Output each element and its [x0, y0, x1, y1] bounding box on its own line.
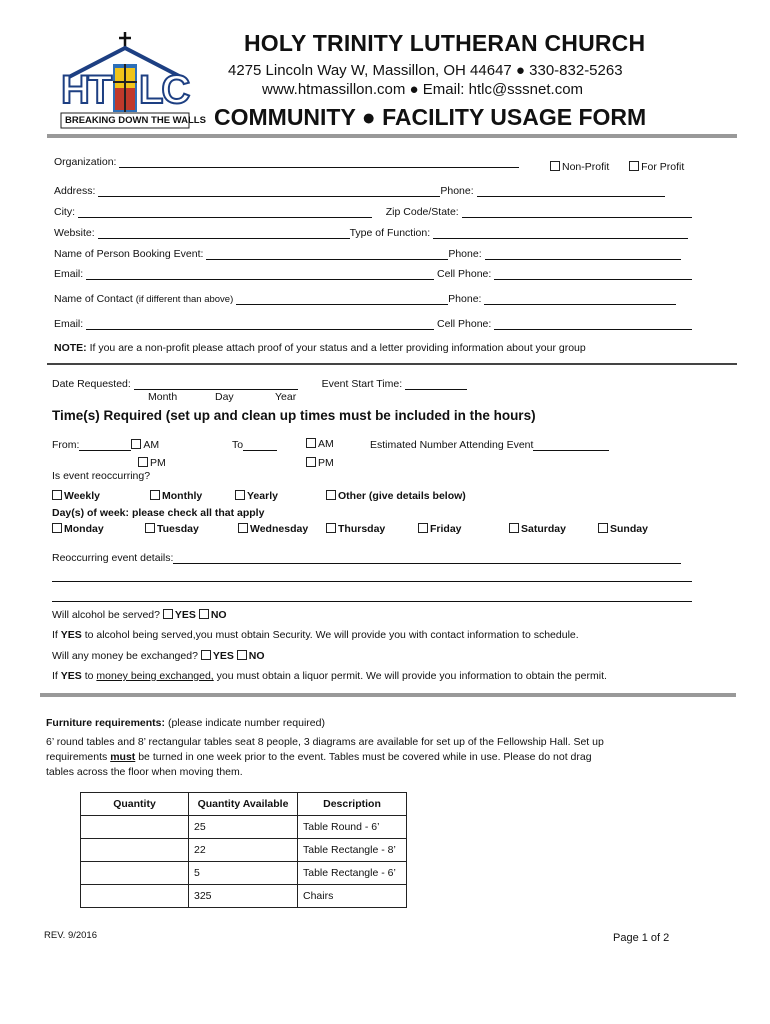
furniture-table	[80, 792, 407, 908]
other-label: Other (give details below)	[338, 490, 466, 502]
website-label: Website:	[54, 227, 95, 239]
tuesday-checkbox[interactable]	[145, 523, 155, 533]
weekly-option[interactable]	[52, 490, 100, 502]
cell-phone-input[interactable]	[494, 267, 692, 280]
non-profit-checkbox[interactable]	[550, 161, 560, 171]
section-divider-2	[40, 693, 736, 697]
monday-label: Monday	[64, 523, 104, 535]
estimated-row	[370, 438, 609, 451]
quantity-input[interactable]	[81, 862, 189, 885]
alcohol-yes-label: YES	[174, 609, 196, 621]
header-divider	[47, 134, 737, 138]
table-row	[81, 885, 407, 908]
form-title: COMMUNITY ● FACILITY USAGE FORM	[214, 104, 647, 130]
alcohol-instructions	[52, 629, 579, 641]
cell-phone2-input[interactable]	[494, 317, 692, 330]
furniture-must: must	[110, 751, 136, 763]
furniture-p2	[46, 751, 592, 763]
event-start-input[interactable]	[405, 377, 467, 390]
type-function-input[interactable]	[433, 226, 688, 239]
thursday-label: Thursday	[338, 523, 386, 535]
am2-label: AM	[318, 438, 334, 450]
money-yes-checkbox[interactable]	[201, 650, 211, 660]
pm-checkbox[interactable]	[138, 457, 148, 467]
phone-input[interactable]	[477, 184, 665, 197]
note-text: If you are a non-profit please attach proof of your status and a letter providing information about your group	[89, 342, 586, 354]
tuesday-label: Tuesday	[157, 523, 199, 535]
monthly-label: Monthly	[162, 490, 203, 502]
weekly-checkbox[interactable]	[52, 490, 62, 500]
saturday-checkbox[interactable]	[509, 523, 519, 533]
money-yes-label: YES	[212, 650, 234, 662]
money-row	[52, 650, 265, 662]
friday-label: Friday	[430, 523, 462, 535]
address-input[interactable]	[98, 184, 440, 197]
phone-label: Phone:	[440, 185, 474, 197]
estimated-label: Estimated Number Attending Event	[370, 439, 534, 451]
cell-phone-label: Cell Phone:	[437, 268, 492, 280]
description-cell: Table Round - 6’	[298, 816, 407, 839]
alcohol-row	[52, 609, 227, 621]
phone3-input[interactable]	[484, 292, 676, 305]
to-input[interactable]	[243, 438, 277, 451]
furniture-p1: 6’ round tables and 8’ rectangular tables seat 8 people, 3 diagrams are available for set up of the Fellowship Hall. Set up	[46, 736, 604, 748]
address-label: Address:	[54, 185, 96, 197]
money-to: to	[84, 670, 94, 682]
other-checkbox[interactable]	[326, 490, 336, 500]
other-option[interactable]	[326, 490, 466, 502]
money-no-checkbox[interactable]	[237, 650, 247, 660]
available-cell: 22	[189, 839, 298, 862]
col-quantity: Quantity	[81, 793, 189, 816]
person-booking-input[interactable]	[206, 247, 448, 260]
money-exchanged-underlined: money being exchanged,	[96, 670, 214, 682]
estimated-input[interactable]	[533, 438, 609, 451]
day-tuesday[interactable]	[145, 523, 199, 535]
alcohol-no-checkbox[interactable]	[199, 609, 209, 619]
contact-note: (if different than above)	[135, 294, 234, 305]
address-row	[54, 184, 665, 197]
monday-checkbox[interactable]	[52, 523, 62, 533]
page-number: Page 1 of 2	[613, 932, 670, 944]
wednesday-label: Wednesday	[250, 523, 309, 535]
from-row	[52, 438, 159, 451]
phone2-input[interactable]	[485, 247, 681, 260]
yearly-label: Yearly	[247, 490, 278, 502]
alcohol-if-text: to alcohol being served,you must obtain Security. We will provide you with contact information to schedule.	[84, 629, 579, 641]
logo-letters-left: HT	[61, 68, 111, 112]
date-row	[52, 377, 467, 390]
city-input[interactable]	[78, 205, 372, 218]
table-row	[81, 816, 407, 839]
day-monday[interactable]	[52, 523, 104, 535]
website-input[interactable]	[98, 226, 350, 239]
church-web-email: www.htmassillon.com ● Email: htlc@sssnet.com	[262, 81, 584, 98]
days-heading: Day(s) of week: please check all that apply	[52, 507, 265, 519]
quantity-input[interactable]	[81, 885, 189, 908]
email2-input[interactable]	[86, 317, 434, 330]
pm2-row	[306, 457, 334, 469]
col-description: Description	[298, 793, 407, 816]
to-row	[232, 438, 277, 451]
am2-row	[306, 438, 334, 450]
phone3-label: Phone:	[448, 293, 482, 305]
details-line-2[interactable]	[52, 581, 692, 582]
money-if-text: you must obtain a liquor permit. We will provide you information to obtain the permit.	[216, 670, 607, 682]
alcohol-no-label: NO	[210, 609, 227, 621]
email2-label: Email:	[54, 318, 84, 330]
day-sunday[interactable]	[598, 523, 648, 535]
city-row	[54, 205, 692, 218]
furniture-p2c: be turned in one week prior to the event. Tables must be covered while in use. Please do not drag	[138, 751, 592, 763]
section-divider-1	[47, 363, 737, 365]
pm2-checkbox[interactable]	[306, 457, 316, 467]
details-line-3[interactable]	[52, 601, 692, 602]
city-label: City:	[54, 206, 75, 218]
organization-input[interactable]	[119, 155, 519, 168]
email2-row	[54, 317, 692, 330]
pm2-label: PM	[318, 457, 334, 469]
money-no-label: NO	[248, 650, 265, 662]
email-input[interactable]	[86, 267, 434, 280]
contact-input[interactable]	[236, 292, 448, 305]
to-label: To	[232, 439, 244, 451]
from-label: From:	[52, 439, 80, 451]
available-cell: 25	[189, 816, 298, 839]
pm-label: PM	[150, 457, 166, 469]
furniture-heading: Furniture requirements:	[46, 717, 166, 729]
organization-row	[54, 155, 519, 168]
from-input[interactable]	[79, 438, 131, 451]
wednesday-checkbox[interactable]	[238, 523, 248, 533]
day-label: Day	[215, 391, 234, 403]
reoccurring-details-input[interactable]	[173, 551, 681, 564]
person-booking-label: Name of Person Booking Event:	[54, 248, 204, 260]
contact-label: Name of Contact	[54, 293, 133, 305]
for-profit-checkbox[interactable]	[629, 161, 639, 171]
monthly-option[interactable]	[150, 490, 202, 502]
sunday-checkbox[interactable]	[598, 523, 608, 533]
zip-label: Zip Code/State:	[385, 206, 459, 218]
money-question: Will any money be exchanged?	[52, 650, 198, 662]
description-cell: Chairs	[298, 885, 407, 908]
church-logo	[55, 30, 206, 130]
saturday-label: Saturday	[521, 523, 566, 535]
email-label: Email:	[54, 268, 84, 280]
cell-phone2-label: Cell Phone:	[437, 318, 492, 330]
month-label: Month	[148, 391, 178, 403]
money-instructions	[52, 670, 607, 682]
note-label: NOTE:	[54, 342, 87, 354]
day-friday[interactable]	[418, 523, 462, 535]
alcohol-yes-checkbox[interactable]	[163, 609, 173, 619]
table-row	[81, 839, 407, 862]
table-row	[81, 862, 407, 885]
profit-status	[550, 161, 684, 173]
alcohol-if: If	[52, 629, 58, 641]
booking-row	[54, 247, 681, 260]
alcohol-if-yes: YES	[60, 629, 82, 641]
reoccurring-details-label: Reoccurring event details:	[52, 552, 174, 564]
weekly-label: Weekly	[64, 490, 100, 502]
friday-checkbox[interactable]	[418, 523, 428, 533]
am-label: AM	[143, 439, 160, 451]
monthly-checkbox[interactable]	[150, 490, 160, 500]
note	[54, 342, 586, 354]
contact-row	[54, 292, 676, 305]
money-if-yes: YES	[60, 670, 82, 682]
available-cell: 325	[189, 885, 298, 908]
alcohol-question: Will alcohol be served?	[52, 609, 160, 621]
furniture-p3: tables across the floor when moving them.	[46, 766, 243, 778]
day-wednesday[interactable]	[238, 523, 308, 535]
church-address: 4275 Lincoln Way W, Massillon, OH 44647 ● 330-832-5263	[228, 62, 623, 79]
non-profit-label: Non-Profit	[562, 161, 610, 173]
reoccurring-question: Is event reoccurring?	[52, 470, 151, 482]
sunday-label: Sunday	[610, 523, 648, 535]
money-if: If	[52, 670, 58, 682]
thursday-checkbox[interactable]	[326, 523, 336, 533]
col-quantity-available: Quantity Available	[189, 793, 298, 816]
logo-tagline: BREAKING DOWN THE WALLS	[65, 115, 206, 126]
email-row	[54, 267, 692, 280]
for-profit-label: For Profit	[641, 161, 685, 173]
furniture-heading-row	[46, 717, 325, 729]
date-requested-label: Date Requested:	[52, 378, 131, 390]
yearly-option[interactable]	[235, 490, 278, 502]
zip-input[interactable]	[462, 205, 692, 218]
description-cell: Table Rectangle - 6’	[298, 862, 407, 885]
organization-label: Organization:	[54, 156, 117, 168]
reoccurring-details-row	[52, 551, 681, 564]
times-heading: Time(s) Required (set up and clean up times must be included in the hours)	[52, 408, 536, 423]
event-start-label: Event Start Time:	[321, 378, 403, 390]
furniture-heading-note: (please indicate number required)	[167, 717, 325, 729]
available-cell: 5	[189, 862, 298, 885]
website-row	[54, 226, 688, 239]
day-thursday[interactable]	[326, 523, 385, 535]
am-checkbox[interactable]	[131, 439, 141, 449]
logo-letters-right: LC	[139, 68, 189, 112]
description-cell: Table Rectangle - 8’	[298, 839, 407, 862]
table-header-row	[81, 793, 407, 816]
am2-checkbox[interactable]	[306, 438, 316, 448]
quantity-input[interactable]	[81, 816, 189, 839]
furniture-p2a: requirements	[46, 751, 108, 763]
pm-row	[138, 457, 166, 469]
church-name: HOLY TRINITY LUTHERAN CHURCH	[244, 30, 646, 56]
revision-label: REV. 9/2016	[44, 930, 97, 941]
quantity-input[interactable]	[81, 839, 189, 862]
year-label: Year	[275, 391, 297, 403]
date-requested-input[interactable]	[134, 377, 298, 390]
phone2-label: Phone:	[448, 248, 482, 260]
type-function-label: Type of Function:	[349, 227, 431, 239]
yearly-checkbox[interactable]	[235, 490, 245, 500]
day-saturday[interactable]	[509, 523, 566, 535]
